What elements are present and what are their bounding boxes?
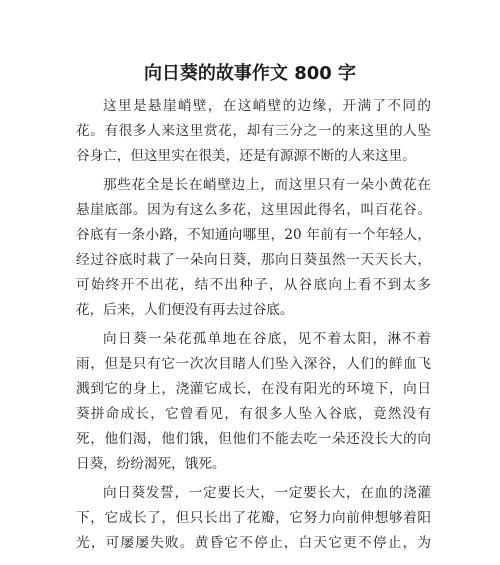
text-line: 下，它成长了，但只长出了花瓣，它努力向前伸想够着阳 [76, 510, 431, 526]
text-line: 经过谷底时栽了一朵向日葵，那向日葵虽然一天天长大， [76, 252, 431, 268]
text-line: 这里是悬崖峭壁，在这峭壁的边缘，开满了不同的 [103, 98, 431, 114]
text-line: 死，他们渴，他们饿，但他们不能去吃一朵还没长大的向 [76, 431, 431, 447]
text-line: 葵拼命成长，它曾看见，有很多人坠入谷底，竟然没有 [76, 406, 431, 422]
text-line: 谷底有一条小路，不知通向哪里，20 年前有一个年轻人， [76, 227, 431, 243]
text-line: 向日葵发誓，一定要长大，一定要长大，在血的浇灌 [103, 485, 431, 501]
paragraph-4 [76, 481, 431, 556]
text-line: 向日葵一朵花孤单地在谷底，见不着太阳，淋不着 [103, 331, 431, 347]
text-line: 雨，但是只有它一次次目睹人们坠入深谷，人们的鲜血飞 [76, 356, 431, 372]
text-line: 那些花全是长在峭壁边上，而这里只有一朵小黄花在 [103, 177, 431, 193]
text-line: 悬崖底部。因为有这么多花，这里因此得名，叫百花谷。 [76, 202, 431, 218]
text-line: 日葵，纷纷渴死，饿死。 [76, 456, 226, 472]
text-line: 花。有很多人来这里赏花，却有三分之一的来这里的人坠 [76, 123, 431, 139]
text-line: 可始终开不出花，结不出种子，从谷底向上看不到太多 [76, 277, 431, 293]
paragraph-3 [76, 327, 431, 477]
paragraph-2 [76, 173, 431, 323]
document-title: 向日葵的故事作文 800 字 [143, 63, 357, 84]
text-line: 溅到它的身上，浇灌它成长，在没有阳光的环境下，向日 [76, 381, 431, 397]
text-line: 花，后来，人们便没有再去过谷底。 [76, 302, 294, 318]
text-line: 光，可屡屡失败。黄昏它不停止，白天它更不停止，为 [76, 535, 431, 551]
text-line: 谷身亡，但这里实在很美，还是有源源不断的人来这里。 [76, 148, 416, 164]
document-body [76, 94, 431, 560]
paragraph-1 [76, 94, 431, 169]
